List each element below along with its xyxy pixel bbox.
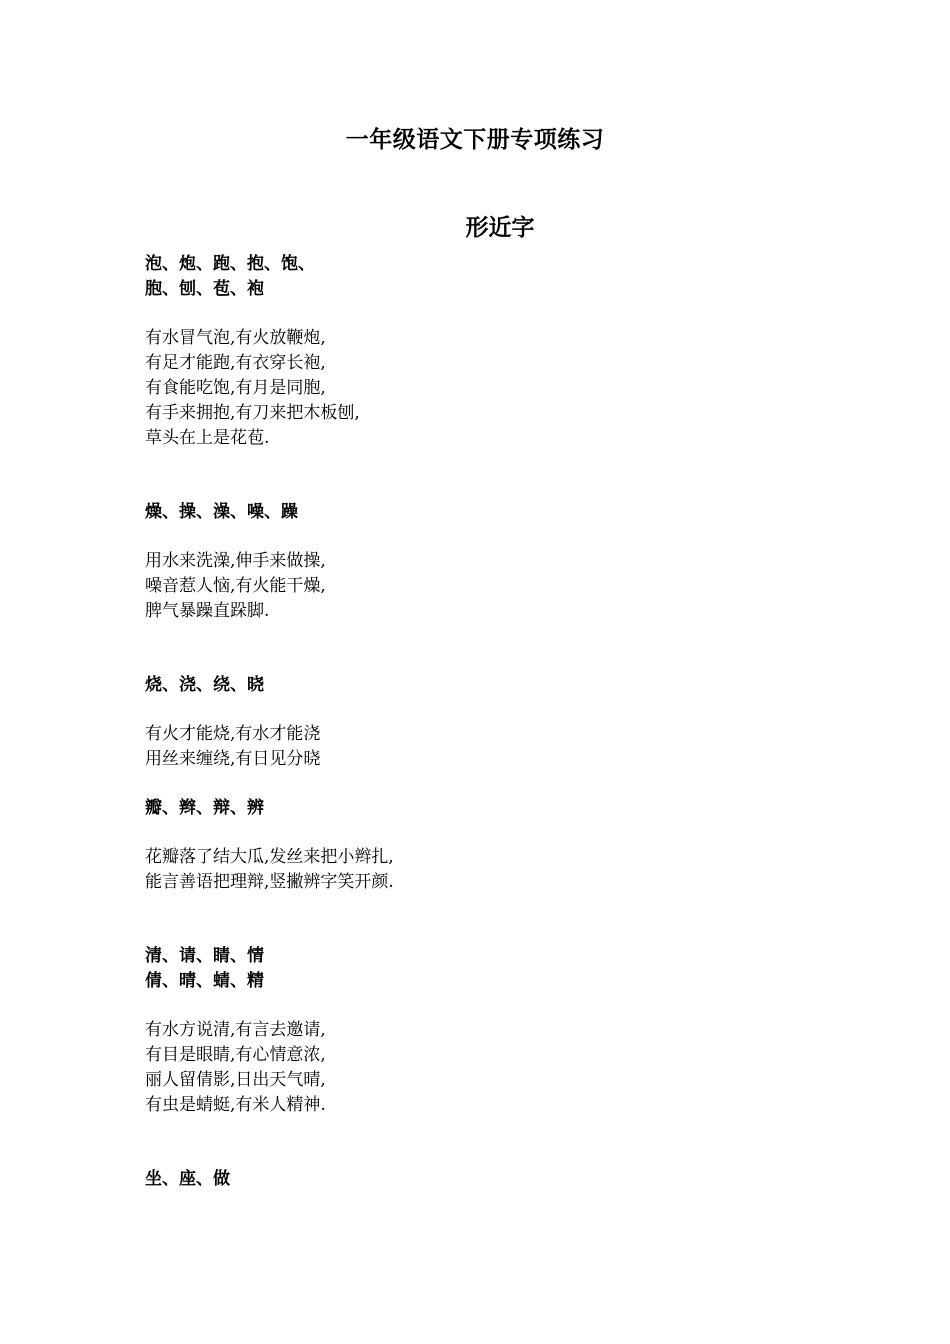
- char-list: 倩、晴、蜻、精: [145, 971, 264, 991]
- verse-line: 草头在上是花苞.: [145, 428, 270, 448]
- char-group: [145, 500, 845, 624]
- char-list: 烧、浇、绕、晓: [145, 675, 264, 695]
- verse-line: 丽人留倩影,日出天气晴,: [145, 1070, 326, 1090]
- char-list: 胞、刨、苞、袍: [145, 279, 264, 299]
- verse-line: 用水来洗澡,伸手来做操,: [145, 551, 326, 571]
- char-group: [145, 944, 845, 1118]
- char-list: 燥、操、澡、噪、躁: [145, 502, 298, 522]
- verse-line: 有火才能烧,有水才能浇: [145, 724, 321, 744]
- verse-line: 用丝来缠绕,有日见分晓: [145, 749, 321, 769]
- char-group: [145, 1167, 845, 1192]
- char-group: [145, 673, 845, 772]
- page-title: 一年级语文下册专项练习: [345, 127, 605, 153]
- char-list: 清、请、睛、情: [145, 946, 264, 966]
- char-list: 泡、炮、跑、抱、饱、: [145, 254, 315, 274]
- char-list: 瓣、辫、辩、辨: [145, 798, 264, 818]
- verse-line: 有足才能跑,有衣穿长袍,: [145, 353, 326, 373]
- document-body: [145, 252, 845, 1192]
- char-group: [145, 252, 845, 451]
- char-list: 坐、座、做: [145, 1169, 230, 1189]
- verse-line: 有手来拥抱,有刀来把木板刨,: [145, 403, 360, 423]
- verse-line: 花瓣落了结大瓜,发丝来把小辫扎,: [145, 847, 394, 867]
- section-title: 形近字: [465, 215, 535, 241]
- verse-line: 能言善语把理辩,竖撇辨字笑开颜.: [145, 872, 394, 892]
- verse-line: 有水方说清,有言去邀请,: [145, 1020, 326, 1040]
- verse-line: 有目是眼睛,有心情意浓,: [145, 1045, 326, 1065]
- verse-line: 脾气暴躁直跺脚.: [145, 601, 270, 621]
- verse-line: 有水冒气泡,有火放鞭炮,: [145, 328, 326, 348]
- verse-line: 噪音惹人恼,有火能干燥,: [145, 576, 326, 596]
- char-group: [145, 796, 845, 895]
- verse-line: 有虫是蜻蜓,有米人精神.: [145, 1095, 326, 1115]
- verse-line: 有食能吃饱,有月是同胞,: [145, 378, 326, 398]
